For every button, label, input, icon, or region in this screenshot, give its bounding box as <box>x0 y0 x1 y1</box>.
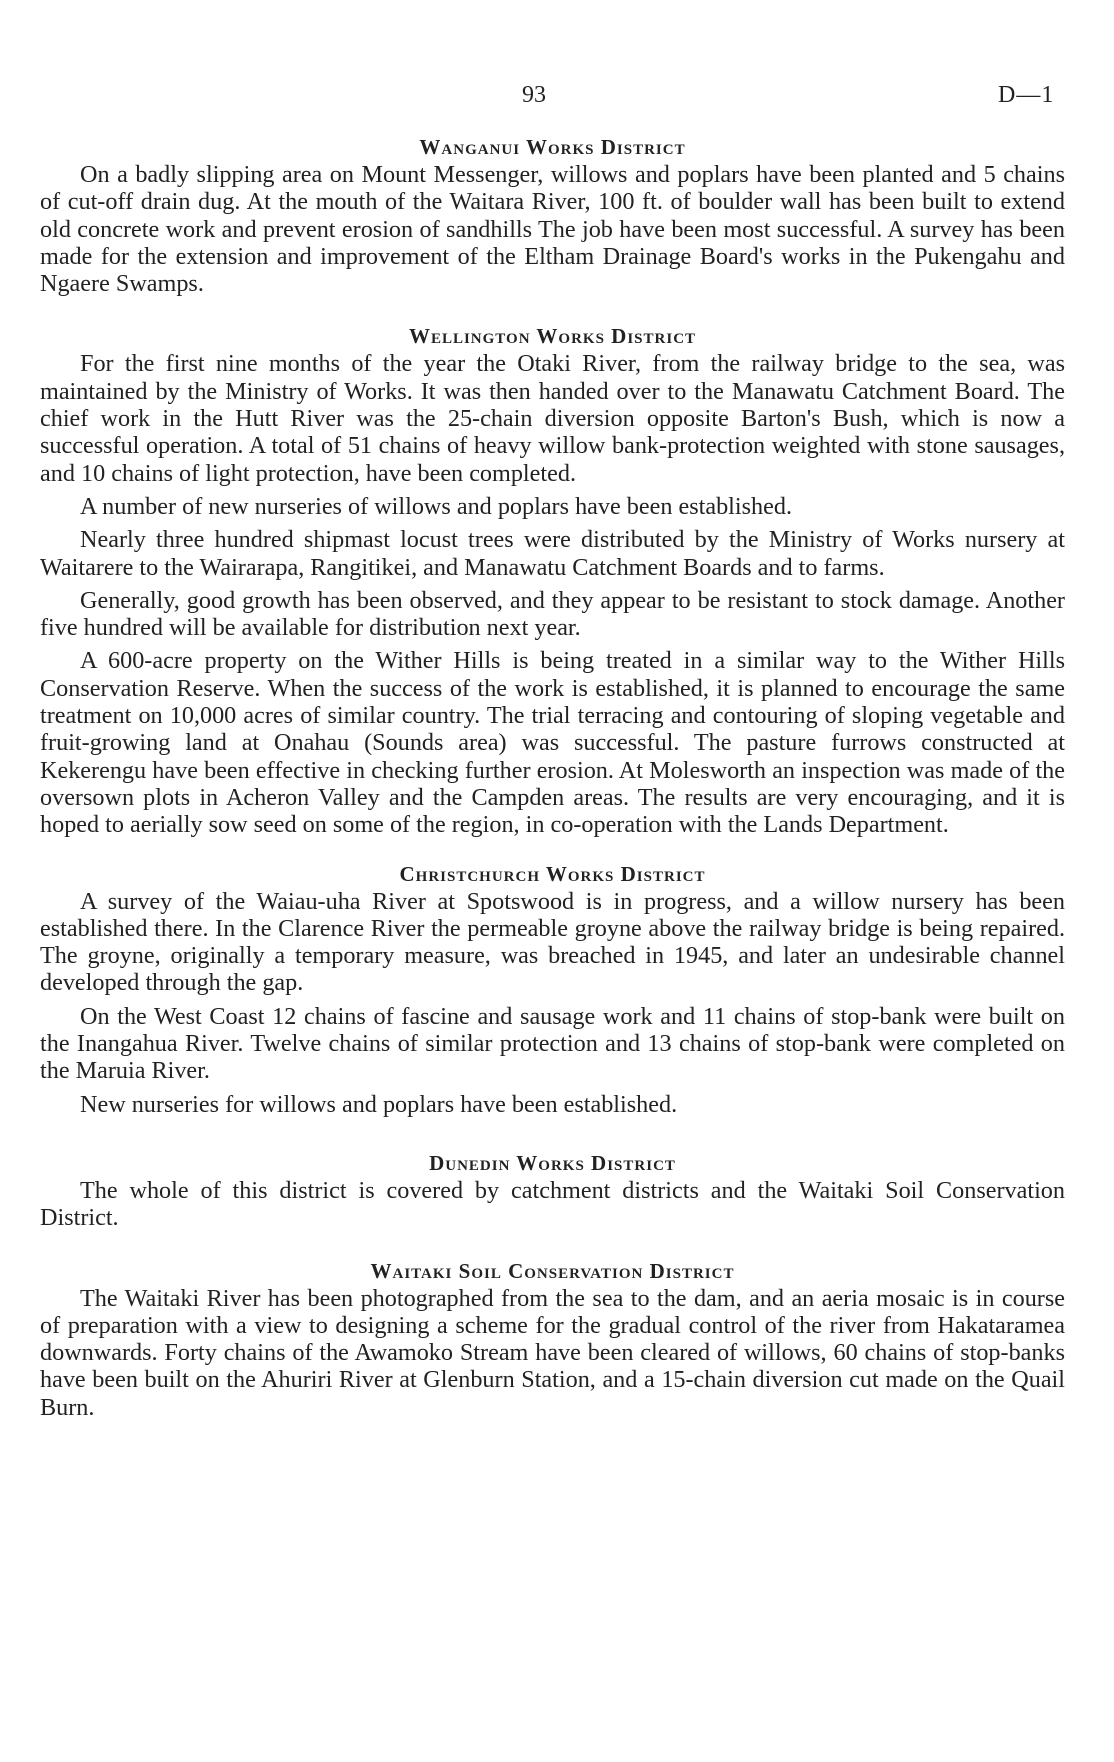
paragraph: A survey of the Waiau-uha River at Spotswood is in progress, and a willow nursery has been established there. In the Clarence River the permeable groyne above the railway bridge is being repaired. The groyne, originally a temporary measure, was breached in 1945, and later an undesirable channel developed through the gap. <box>40 887 1065 997</box>
section-waitaki-soil-conservation-district <box>40 1258 1065 1421</box>
page-number: 93 <box>522 82 546 108</box>
paragraph: On the West Coast 12 chains of fascine and sausage work and 11 chains of stop-bank were built on the Inangahua River. Twelve chains of similar protection and 13 chains of stop-bank were completed on the Maruia River. <box>40 1002 1065 1085</box>
paragraph: Generally, good growth has been observed, and they appear to be resistant to stock damage. Another five hundred will be available for distribution next year. <box>40 586 1065 642</box>
paragraph: The Waitaki River has been photographed from the sea to the dam, and an aeria mosaic is in course of preparation with a view to designing a scheme for the gradual control of the river from Hakataramea downwards. Forty chains of the Awamoko Stream have been cleared of willows, 60 chains of stop-banks have been built on the Ahuriri River at Glenburn Station, and a 15-chain diversion cut made on the Quail Burn. <box>40 1284 1065 1421</box>
section-dunedin-works-district <box>40 1150 1065 1232</box>
paragraph: On a badly slipping area on Mount Messenger, willows and poplars have been planted and 5 chains of cut-off drain dug. At the mouth of the Waitara River, 100 ft. of boulder wall has been built to extend old concrete work and prevent erosion of sandhills The job have been most successful. A survey has been made for the extension and improvement of the Eltham Drainage Board's works in the Pukengahu and Ngaere Swamps. <box>40 161 1065 298</box>
paragraph: The whole of this district is covered by catchment districts and the Waitaki Soil Conservation District. <box>40 1176 1065 1232</box>
paragraph: For the first nine months of the year the Otaki River, from the railway bridge to the sea, was maintained by the Ministry of Works. It was then handed over to the Manawatu Catchment Board. The chief work in the Hutt River was the 25-chain diversion opposite Barton's Bush, which is now a successful operation. A total of 51 chains of heavy willow bank-protection weighted with stone sausages, and 10 chains of light protection, have been completed. <box>40 350 1065 487</box>
paragraph: New nurseries for willows and poplars have been established. <box>80 1090 678 1118</box>
report-code: D—1 <box>998 82 1055 108</box>
section-heading: Christchurch Works District <box>399 861 706 886</box>
section-heading: Wanganui Works District <box>419 135 686 159</box>
section-christchurch-works-district <box>40 861 1065 1118</box>
section-wellington-works-district <box>40 323 1065 838</box>
section-wanganui-works-district <box>40 134 1065 297</box>
section-heading: Dunedin Works District <box>429 1150 676 1175</box>
section-heading: Waitaki Soil Conservation District <box>370 1258 735 1283</box>
document-body <box>40 134 1065 1427</box>
paragraph: Nearly three hundred shipmast locust trees were distributed by the Ministry of Works nursery at Waitarere to the Wairarapa, Rangitikei, and Manawatu Catchment Boards and to farms. <box>40 526 1065 581</box>
paragraph: A 600-acre property on the Wither Hills is being treated in a similar way to the Wither Hills Conservation Reserve. When the success of the work is established, it is planned to encourage the same treatment on 10,000 acres of similar country. The trial terracing and contouring of sloping vegetable and fruit-growing land at Onahau (Sounds area) was successful. The pasture furrows constructed at Kekerengu have been effective in checking further erosion. At Molesworth an inspection was made of the oversown plots in Acheron Valley and the Campden areas. The results are very encouraging, and it is hoped to aerially sow seed on some of the region, in co-operation with the Lands Department. <box>40 647 1065 839</box>
paragraph: A number of new nurseries of willows and poplars have been established. <box>80 492 793 520</box>
section-heading: Wellington Works District <box>408 324 697 349</box>
